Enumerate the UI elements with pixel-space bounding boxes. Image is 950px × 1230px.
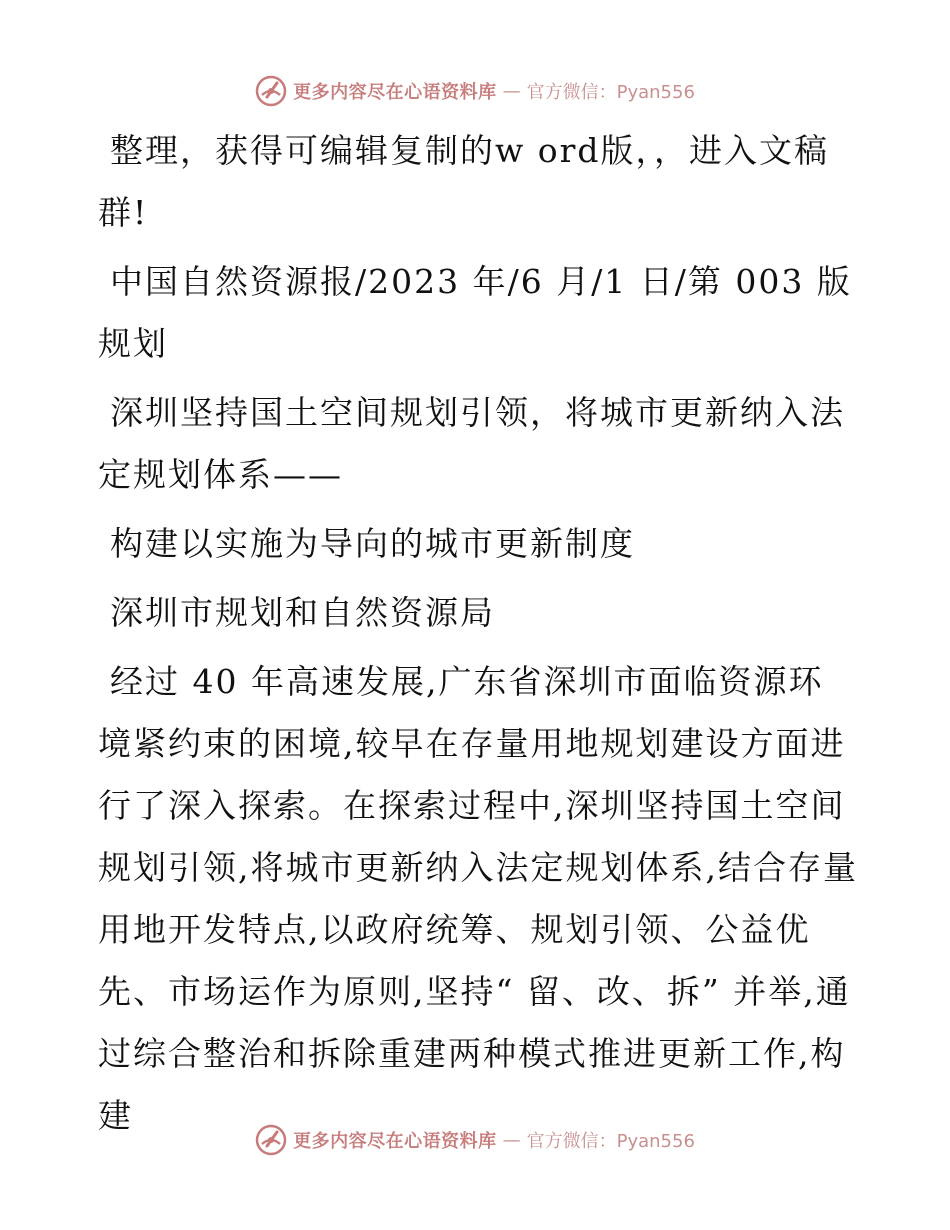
- watermark-separator: —: [502, 80, 521, 102]
- watermark-title: 更多内容尽在心语资料库: [293, 82, 497, 103]
- paragraph-author: 深圳市规划和自然资源局: [110, 593, 495, 632]
- paragraph-article-title: 构建以实施为导向的城市更新制度: [110, 524, 635, 563]
- document-body: [98, 120, 858, 1154]
- footer-watermark: [0, 1120, 950, 1160]
- paragraph-intro-note: 整理，获得可编辑复制的w ord版，，进入文稿群!: [98, 131, 830, 232]
- watermark-contact: 官方微信：Pyan556: [526, 82, 695, 103]
- paragraph-source-line: 中国自然资源报/2023 年/6 月/1 日/第 003 版规划: [98, 262, 852, 363]
- watermark-title: 更多内容尽在心语资料库: [293, 1131, 497, 1152]
- book-pen-logo-icon: [255, 1124, 287, 1156]
- watermark-contact: 官方微信：Pyan556: [526, 1131, 695, 1152]
- paragraph-body: 经过 40 年高速发展,广东省深圳市面临资源环境紧约束的困境,较早在存量用地规划建设方面进行了深入探索。在探索过程中,深圳坚持国土空间规划引领,将城市更新纳入法定规划体系,结合存量用地开发特点,以政府统筹、规划引领、公益优先、市场运作为原则,坚持“ 留、改、拆” 并举,通过综合整治和拆除重建两种模式推进更新工作,构建: [98, 662, 858, 1135]
- book-pen-logo-icon: [255, 75, 287, 107]
- header-watermark: [0, 71, 950, 111]
- paragraph-subheading: 深圳坚持国土空间规划引领，将城市更新纳入法定规划体系——: [98, 393, 845, 494]
- watermark-separator: —: [502, 1129, 521, 1151]
